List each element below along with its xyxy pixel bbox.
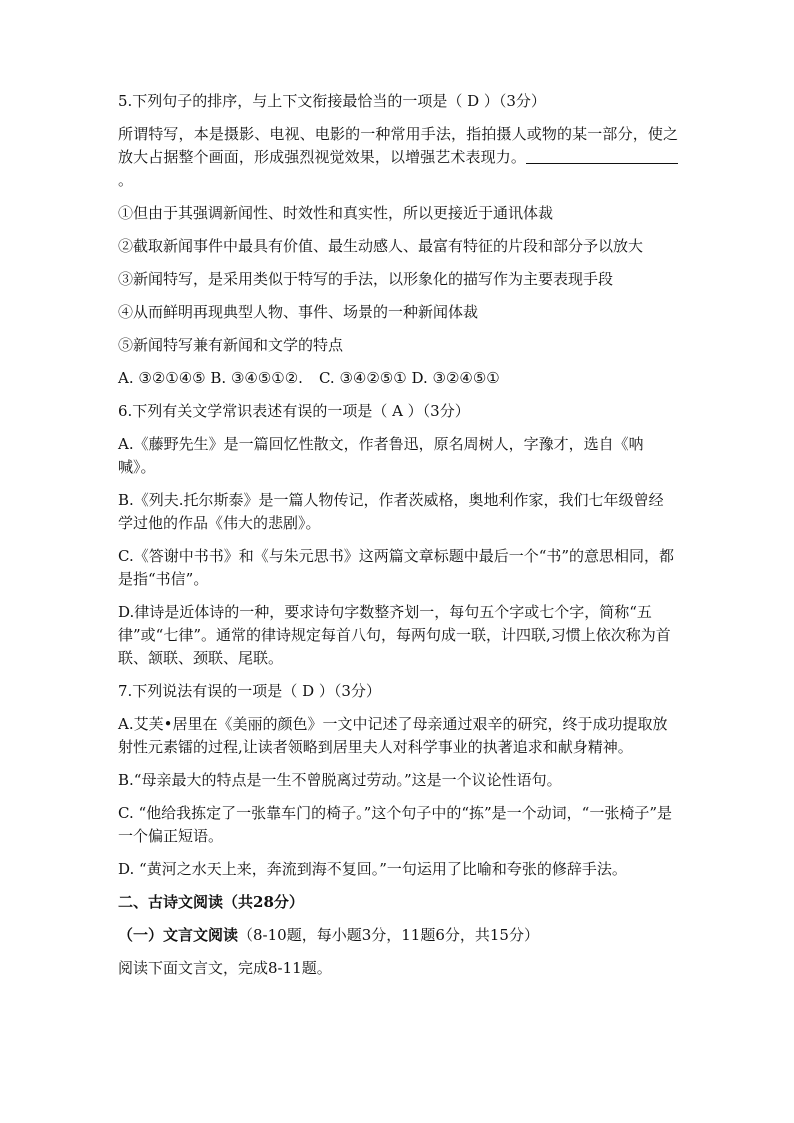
question-6-option-b: B.《列夫.托尔斯泰》是一篇人物传记，作者茨威格，奥地利作家，我们七年级曾经学过他的作品《伟大的悲剧》。 bbox=[118, 491, 664, 532]
question-7-option-c: C. “他给我拣定了一张靠车门的椅子。”这个句子中的“拣”是一个动词，“一张椅子”是一个偏正短语。 bbox=[118, 804, 672, 845]
subsection-heading: （一）文言文阅读（8-10题，每小题3分，11题6分，共15分） bbox=[118, 926, 539, 944]
question-5-title: 5.下列句子的排序，与上下文衔接最恰当的一项是（ D ）（3分） bbox=[118, 92, 546, 110]
reading-instruction: 阅读下面文言文，完成8-11题。 bbox=[118, 959, 332, 977]
question-7-title: 7.下列说法有误的一项是（ D ）（3分） bbox=[118, 682, 381, 700]
sentence-item-1: ①但由于其强调新闻性、时效性和真实性，所以更接近于通讯体裁 bbox=[118, 204, 554, 222]
sentence-item-2: ②截取新闻事件中最具有价值、最生动感人、最富有特征的片段和部分予以放大 bbox=[118, 237, 644, 255]
question-6-title: 6.下列有关文学常识表述有误的一项是（ A ）（3分） bbox=[118, 402, 470, 420]
question-6-option-d: D.律诗是近体诗的一种，要求诗句字数整齐划一，每句五个字或七个字，简称“五律”或“七律”。通常的律诗规定每首八句，每两句成一联，计四联,习惯上依次称为首联、颔联、颈联、尾联。 bbox=[118, 603, 671, 667]
document-content bbox=[118, 90, 678, 990]
option-c: C. ③④②⑤① bbox=[318, 369, 407, 387]
sentence-item-4: ④从而鲜明再现典型人物、事件、场景的一种新闻体裁 bbox=[118, 303, 479, 321]
sentence-item-3: ③新闻特写，是采用类似于特写的手法，以形象化的描写作为主要表现手段 bbox=[118, 270, 614, 288]
option-b: B. ③④⑤①②. bbox=[210, 369, 303, 387]
question-7-option-b: B.“母亲最大的特点是一生不曾脱离过劳动。”这是一个议论性语句。 bbox=[118, 771, 562, 789]
question-5-options bbox=[118, 367, 678, 390]
section-2-heading: 二、古诗文阅读（共28分） bbox=[118, 893, 304, 911]
question-6-option-c: C.《答谢中书书》和《与朱元思书》这两篇文章标题中最后一个“书”的意思相同，都是指“书信”。 bbox=[118, 547, 675, 588]
question-7-option-d: D. “黄河之水天上来，奔流到海不复回。”一句运用了比喻和夸张的修辞手法。 bbox=[118, 860, 627, 878]
question-6-option-a: A.《藤野先生》是一篇回忆性散文，作者鲁迅，原名周树人，字豫才，选自《呐喊》。 bbox=[118, 435, 644, 476]
question-5-passage: 所谓特写，本是摄影、电视、电影的一种常用手法，指拍摄人或物的某一部分，使之放大占据整个画面，形成强烈视觉效果，以增强艺术表现力。。 bbox=[118, 125, 678, 189]
sentence-item-5: ⑤新闻特写兼有新闻和文学的特点 bbox=[118, 336, 344, 354]
option-d: D. ③②④⑤① bbox=[411, 369, 500, 387]
option-a: A. ③②①④⑤ bbox=[118, 369, 206, 387]
question-7-option-a: A.艾芙•居里在《美丽的颜色》一文中记述了母亲通过艰辛的研究，终于成功提取放射性元素镭的过程,让读者领略到居里夫人对科学事业的执著追求和献身精神。 bbox=[118, 715, 668, 756]
answer-blank bbox=[526, 148, 678, 164]
